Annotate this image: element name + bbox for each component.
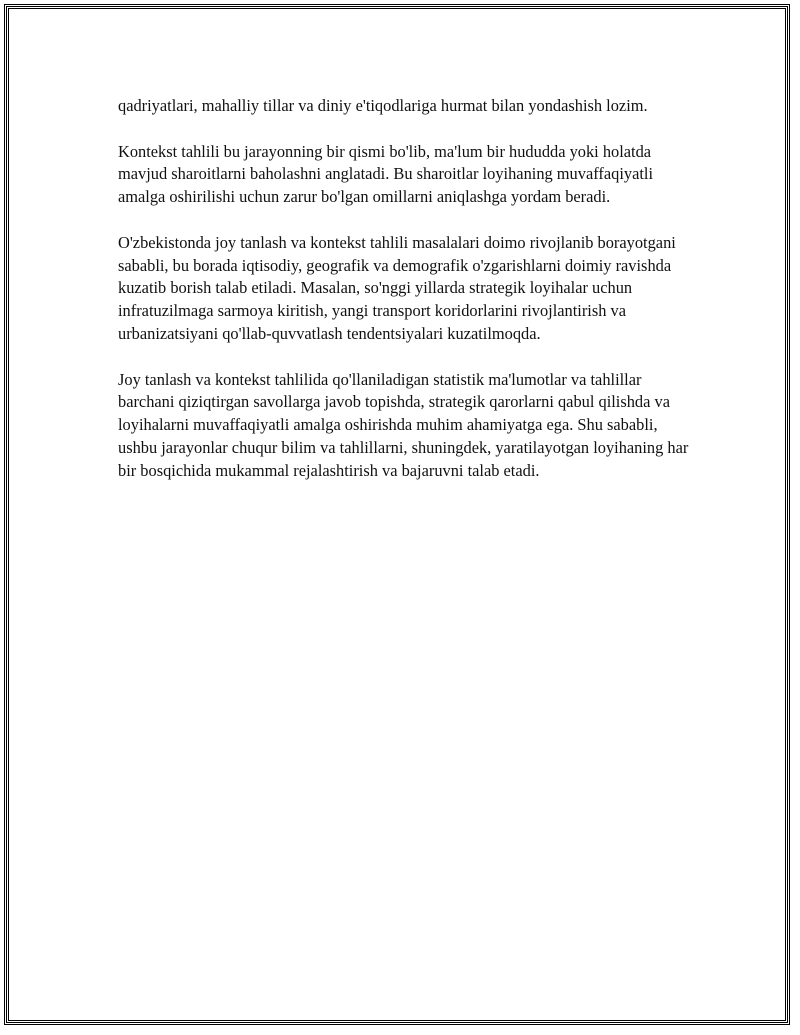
paragraph-4: Joy tanlash va kontekst tahlilida qo'llaniladigan statistik ma'lumotlar va tahlillar barchani qiziqtirgan savollarga javob topishda, strategik qarorlarni qabul qilishda va loyihalarni muvaffaqiyatli amalga oshirishda muhim ahamiyatga ega. Shu sababli, ushbu jarayonlar chuqur bilim va tahlillarni, shuningdek, yaratilayotgan loyihaning har bir bosqichida mukammal rejalashtirish va bajaruvni talab etadi. (118, 369, 689, 480)
paragraph-3: O'zbekistonda joy tanlash va kontekst tahlili masalalari doimo rivojlanib borayotgani sababli, bu borada iqtisodiy, geografik va demografik o'zgarishlarni doimiy ravishda kuzatib borish talab etiladi. Masalan, so'nggi yillarda strategik loyihalar uchun infratuzilmaga sarmoya kiritish, yangi transport koridorlarini rivojlantirish va urbanizatsiyani qo'llab-quvvatlash tendentsiyalari kuzatilmoqda. (118, 232, 676, 343)
paragraph-1: qadriyatlari, mahalliy tillar va diniy e'tiqodlariga hurmat bilan yondashish lozim. (118, 96, 648, 115)
paragraph-2: Kontekst tahlili bu jarayonning bir qismi bo'lib, ma'lum bir hududda yoki holatda mavjud sharoitlarni baholashni anglatadi. Bu sharoitlar loyihaning muvaffaqiyatli amalga oshirilishi uchun zarur bo'lgan omillarni aniqlashga yordam beradi. (118, 141, 654, 207)
document-body (118, 95, 698, 505)
